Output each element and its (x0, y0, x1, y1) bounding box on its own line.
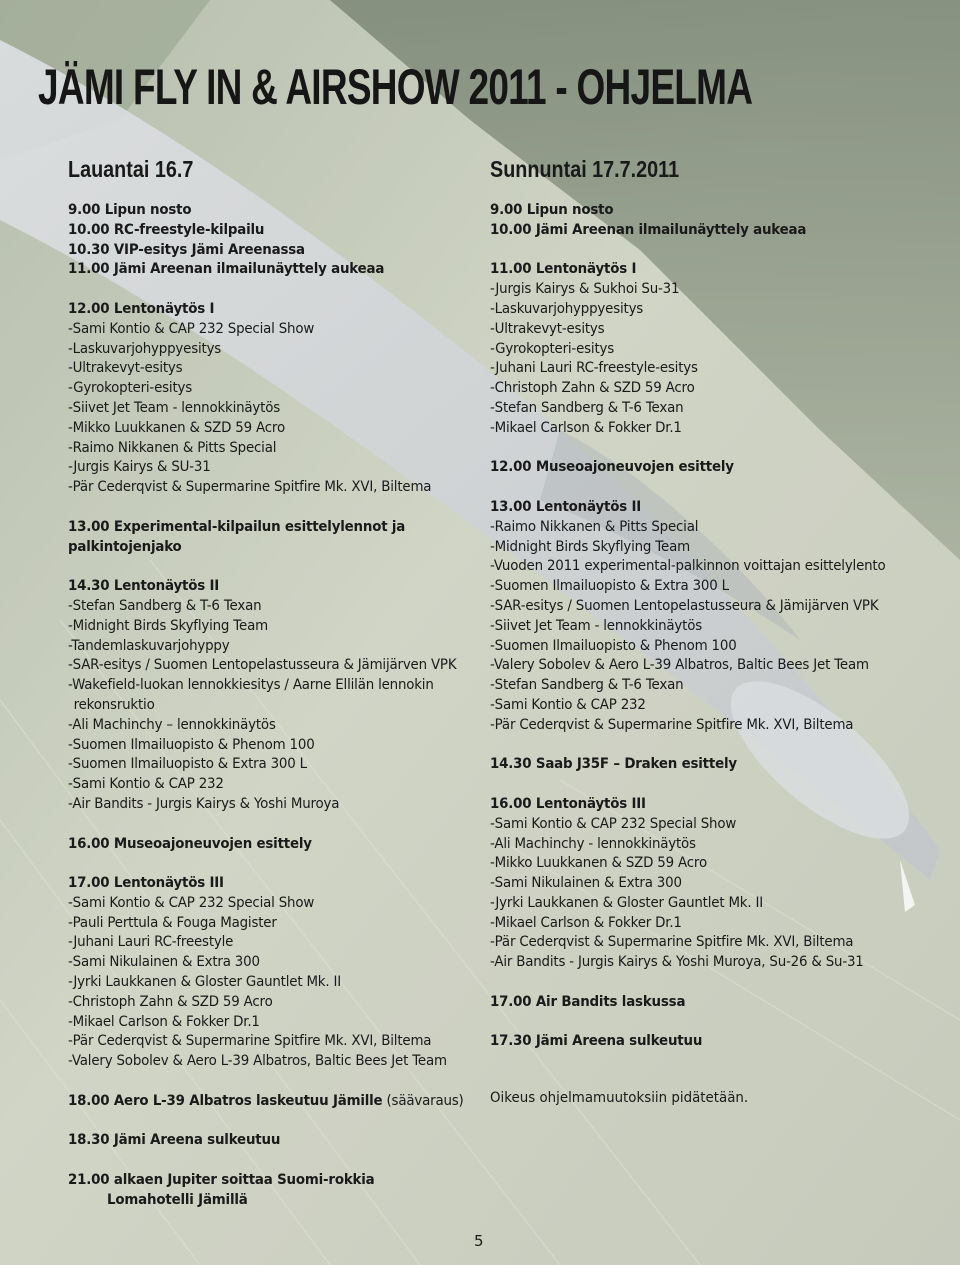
schedule-act: -Sami Kontio & CAP 232 (490, 696, 646, 713)
schedule-time-entry: 13.00 Experimental-kilpailun esittelylennot ja (68, 518, 406, 535)
schedule-act: -Siivet Jet Team - lennokkinäytös (490, 617, 703, 634)
schedule-group (68, 201, 488, 280)
schedule-act: -Mikko Luukkanen & SZD 59 Acro (68, 419, 285, 436)
schedule-act: -Ali Machinchy – lennokkinäytös (68, 716, 276, 733)
schedule-time-entry: 14.30 Saab J35F – Draken esittely (490, 756, 737, 773)
schedule-time-entry: 17.00 Lentonäytös III (68, 875, 224, 892)
schedule-act: -Stefan Sandberg & T-6 Texan (68, 597, 262, 614)
schedule-time-entry: 10.30 VIP-esitys Jämi Areenassa (68, 241, 305, 258)
schedule-group (68, 1092, 488, 1112)
schedule-act: -Laskuvarjohyppyesitys (490, 300, 644, 317)
schedule-time-entry: palkintojenjako (68, 538, 182, 555)
schedule-time-entry: 11.00 Lentonäytös I (490, 261, 637, 278)
schedule-group (68, 1171, 488, 1211)
schedule-act: -Suomen Ilmailuopisto & Phenom 100 (68, 736, 315, 753)
schedule-act: -Wakefield-luokan lennokkiesitys / Aarne Ellilän lennokin (68, 677, 434, 694)
schedule-act: -Air Bandits - Jurgis Kairys & Yoshi Muroya (68, 795, 340, 812)
schedule-act: -Mikael Carlson & Fokker Dr.1 (68, 1013, 260, 1030)
schedule-time-entry: 9.00 Lipun nosto (490, 202, 614, 218)
schedule-act: -Suomen Ilmailuopisto & Extra 300 L (490, 578, 729, 595)
schedule-group (68, 874, 488, 1072)
schedule-time-entry: 18.00 Aero L-39 Albatros laskeutuu Jämille (säävaraus) (68, 1092, 464, 1109)
saturday-column (68, 154, 488, 1230)
schedule-act: -Juhani Lauri RC-freestyle (68, 934, 234, 951)
schedule-act: -Sami Kontio & CAP 232 Special Show (68, 320, 315, 337)
schedule-group (490, 260, 930, 438)
schedule-act: -Jurgis Kairys & SU-31 (68, 459, 211, 476)
schedule-act: -Christoph Zahn & SZD 59 Acro (68, 993, 273, 1010)
schedule-act: -Sami Kontio & CAP 232 (68, 776, 224, 793)
schedule-group (490, 1032, 930, 1052)
schedule-act: -Ali Machinchy - lennokkinäytös (490, 835, 696, 852)
schedule-time-entry: 21.00 alkaen Jupiter soittaa Suomi-rokkia (68, 1172, 375, 1189)
changes-reserved-note: Oikeus ohjelmamuutoksiin pidätetään. (490, 1090, 749, 1107)
schedule-act: -Midnight Birds Skyflying Team (68, 617, 268, 634)
schedule-act: -Mikko Luukkanen & SZD 59 Acro (490, 855, 707, 872)
schedule-act: -SAR-esitys / Suomen Lentopelastusseura & Jämijärven VPK (68, 657, 457, 674)
schedule-act: -Ultrakevyt-esitys (68, 360, 183, 377)
schedule-act: -Ultrakevyt-esitys (490, 320, 605, 337)
schedule-act: -Tandemlaskuvarjohyppy (68, 637, 230, 654)
schedule-time-entry: 16.00 Lentonäytös III (490, 795, 646, 812)
schedule-group (68, 835, 488, 855)
schedule-act: -Valery Sobolev & Aero L-39 Albatros, Baltic Bees Jet Team (68, 1053, 447, 1070)
schedule-act: -Raimo Nikkanen & Pitts Special (490, 518, 699, 535)
schedule-time-entry: 11.00 Jämi Areenan ilmailunäyttely aukeaa (68, 261, 385, 278)
schedule-time-entry: 18.30 Jämi Areena sulkeutuu (68, 1132, 281, 1149)
schedule-group (68, 577, 488, 815)
schedule-note: (säävaraus) (382, 1092, 464, 1109)
schedule-group (490, 458, 930, 478)
schedule-act: -SAR-esitys / Suomen Lentopelastusseura & Jämijärven VPK (490, 597, 879, 614)
schedule-act: -Sami Nikulainen & Extra 300 (490, 875, 682, 892)
schedule-act: -Sami Kontio & CAP 232 Special Show (490, 815, 737, 832)
schedule-group (490, 201, 930, 241)
schedule-act: -Raimo Nikkanen & Pitts Special (68, 439, 277, 456)
schedule-time-entry: 13.00 Lentonäytös II (490, 498, 642, 515)
schedule-act: -Pär Cederqvist & Supermarine Spitfire Mk. XVI, Biltema (490, 934, 854, 951)
schedule-act: -Air Bandits - Jurgis Kairys & Yoshi Muroya, Su-26 & Su-31 (490, 954, 864, 971)
schedule-time-entry: 17.30 Jämi Areena sulkeutuu (490, 1033, 703, 1050)
schedule-act: -Stefan Sandberg & T-6 Texan (490, 677, 684, 694)
schedule-time-entry: Lomahotelli Jämillä (107, 1191, 248, 1208)
schedule-act: -Stefan Sandberg & T-6 Texan (490, 399, 684, 416)
schedule-act: -Suomen Ilmailuopisto & Phenom 100 (490, 637, 737, 654)
schedule-act: -Sami Nikulainen & Extra 300 (68, 954, 260, 971)
schedule-act: -Siivet Jet Team - lennokkinäytös (68, 399, 281, 416)
schedule-group (68, 300, 488, 498)
saturday-heading: Lauantai 16.7 (68, 156, 194, 182)
sunday-schedule (490, 201, 930, 1052)
schedule-act: -Gyrokopteri-esitys (68, 380, 193, 397)
schedule-time-entry: 10.00 Jämi Areenan ilmailunäyttely aukeaa (490, 221, 807, 238)
schedule-act: -Juhani Lauri RC-freestyle-esitys (490, 360, 698, 377)
schedule-act: -Christoph Zahn & SZD 59 Acro (490, 380, 695, 397)
schedule-act: -Gyrokopteri-esitys (490, 340, 615, 357)
schedule-act: -Vuoden 2011 experimental-palkinnon voittajan esittelylento (490, 558, 886, 575)
schedule-act: rekonsruktio (73, 696, 155, 713)
schedule-time-entry: 17.00 Air Bandits laskussa (490, 993, 686, 1010)
sunday-heading: Sunnuntai 17.7.2011 (490, 156, 680, 182)
schedule-act: -Mikael Carlson & Fokker Dr.1 (490, 419, 682, 436)
schedule-time-entry: 12.00 Museoajoneuvojen esittely (490, 459, 734, 476)
schedule-group (490, 755, 930, 775)
schedule-act: -Suomen Ilmailuopisto & Extra 300 L (68, 756, 307, 773)
schedule-time-entry: 10.00 RC-freestyle-kilpailu (68, 221, 265, 238)
schedule-act: -Sami Kontio & CAP 232 Special Show (68, 894, 315, 911)
schedule-act: -Midnight Birds Skyflying Team (490, 538, 690, 555)
schedule-act: -Pär Cederqvist & Supermarine Spitfire Mk. XVI, Biltema (68, 479, 432, 496)
schedule-group (490, 498, 930, 736)
schedule-act: -Jyrki Laukkanen & Gloster Gauntlet Mk. II (490, 894, 764, 911)
schedule-time-entry: 14.30 Lentonäytös II (68, 578, 220, 595)
page-number: 5 (474, 1232, 484, 1250)
schedule-time-entry: 16.00 Museoajoneuvojen esittely (68, 835, 312, 852)
schedule-act: -Pauli Perttula & Fouga Magister (68, 914, 277, 931)
schedule-group (68, 1131, 488, 1151)
schedule-time-entry: 12.00 Lentonäytös I (68, 300, 215, 317)
page-title: JÄMI FLY IN & AIRSHOW 2011 - OHJELMA (38, 59, 753, 115)
sunday-column (490, 154, 930, 1108)
schedule-act: -Pär Cederqvist & Supermarine Spitfire Mk. XVI, Biltema (490, 716, 854, 733)
schedule-act: -Laskuvarjohyppyesitys (68, 340, 222, 357)
schedule-time-entry: 9.00 Lipun nosto (68, 202, 192, 218)
saturday-schedule (68, 201, 488, 1211)
schedule-act: -Jurgis Kairys & Sukhoi Su-31 (490, 281, 680, 298)
schedule-act: -Pär Cederqvist & Supermarine Spitfire Mk. XVI, Biltema (68, 1033, 432, 1050)
schedule-group (490, 795, 930, 973)
schedule-act: -Jyrki Laukkanen & Gloster Gauntlet Mk. II (68, 974, 342, 991)
schedule-group (490, 993, 930, 1013)
schedule-act: -Mikael Carlson & Fokker Dr.1 (490, 914, 682, 931)
schedule-act: -Valery Sobolev & Aero L-39 Albatros, Baltic Bees Jet Team (490, 657, 869, 674)
schedule-group (68, 518, 488, 558)
